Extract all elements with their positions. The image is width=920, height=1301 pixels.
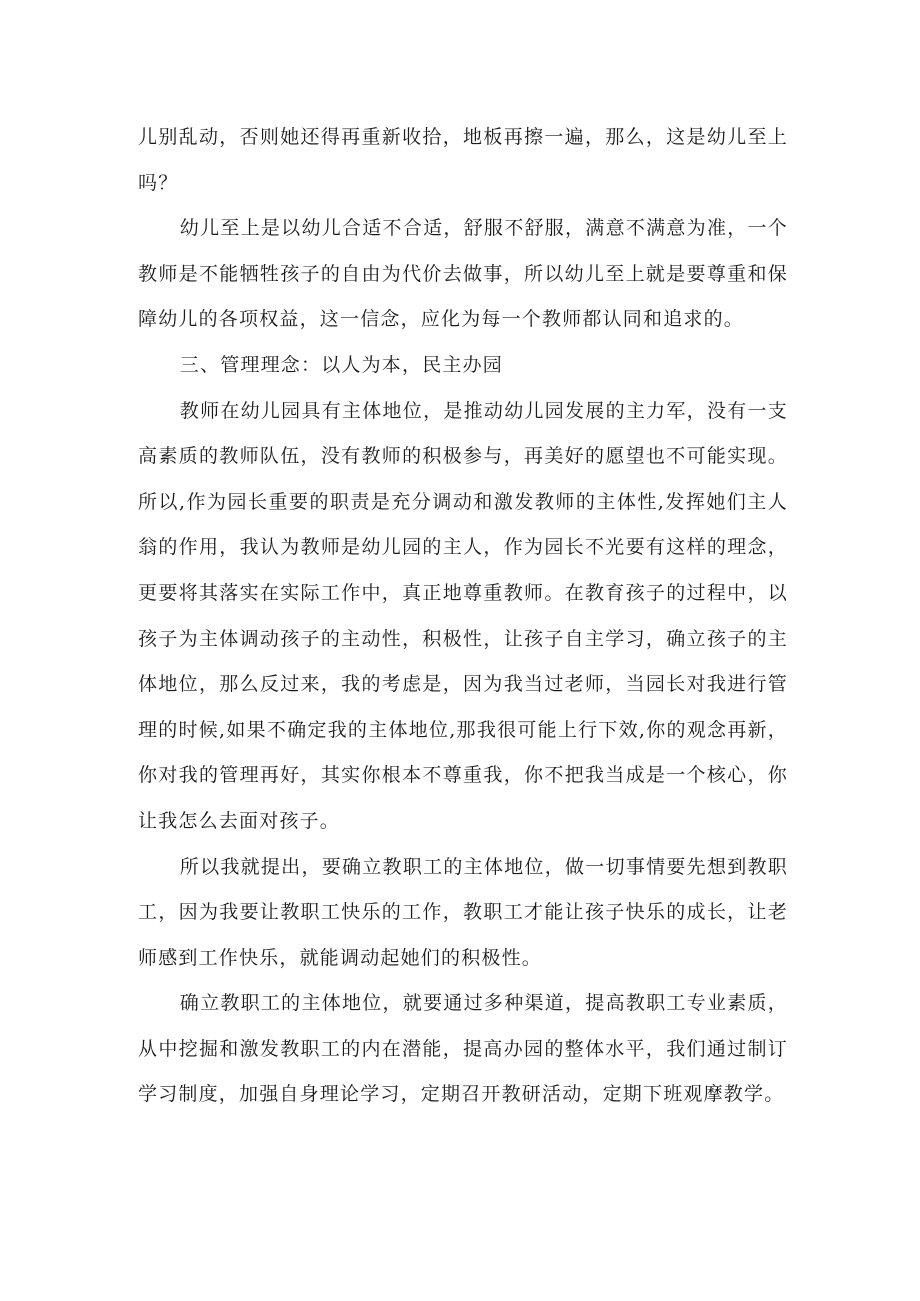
section-heading-management-philosophy: 三、管理理念：以人为本，民主办园 <box>179 353 503 376</box>
document-body <box>138 115 788 1118</box>
paragraph-staff-priority: 所以我就提出，要确立教职工的主体地位，做一切事情要先想到教职工，因为我要让教职工快乐的工作，教职工才能让孩子快乐的成长，让老师感到工作快乐，就能调动起她们的积极性。 <box>138 855 788 969</box>
paragraph-teacher-subject-status: 教师在幼儿园具有主体地位，是推动幼儿园发展的主力军，没有一支高素质的教师队伍，没有教师的积极参与，再美好的愿望也不可能实现。所以,作为园长重要的职责是充分调动和激发教师的主体性,发挥她们主人翁的作用，我认为教师是幼儿园的主人，作为园长不光要有这样的理念，更要将其落实在实际工作中，真正地尊重教师。在教育孩子的过程中，以孩子为主体调动孩子的主动性，积极性，让孩子自主学习，确立孩子的主体地位，那么反过来，我的考虑是，因为我当过老师，当园长对我进行管理的时候,如果不确定我的主体地位,那我很可能上行下效,你的观念再新，你对我的管理再好，其实你根本不尊重我，你不把我当成是一个核心，你让我怎么去面对孩子。 <box>138 399 788 832</box>
paragraph-child-first-principle: 幼儿至上是以幼儿合适不合适，舒服不舒服，满意不满意为准，一个教师是不能牺牲孩子的自由为代价去做事，所以幼儿至上就是要尊重和保障幼儿的各项权益，这一信念，应化为每一个教师都认同和追求的。 <box>138 217 788 331</box>
paragraph-continuation: 儿别乱动，否则她还得再重新收拾，地板再擦一遍，那么，这是幼儿至上吗？ <box>138 126 788 194</box>
paragraph-staff-development: 确立教职工的主体地位，就要通过多种渠道，提高教职工专业素质，从中挖掘和激发教职工的内在潜能，提高办园的整体水平，我们通过制订学习制度，加强自身理论学习，定期召开教研活动，定期下班观摩教学。 <box>138 992 788 1106</box>
